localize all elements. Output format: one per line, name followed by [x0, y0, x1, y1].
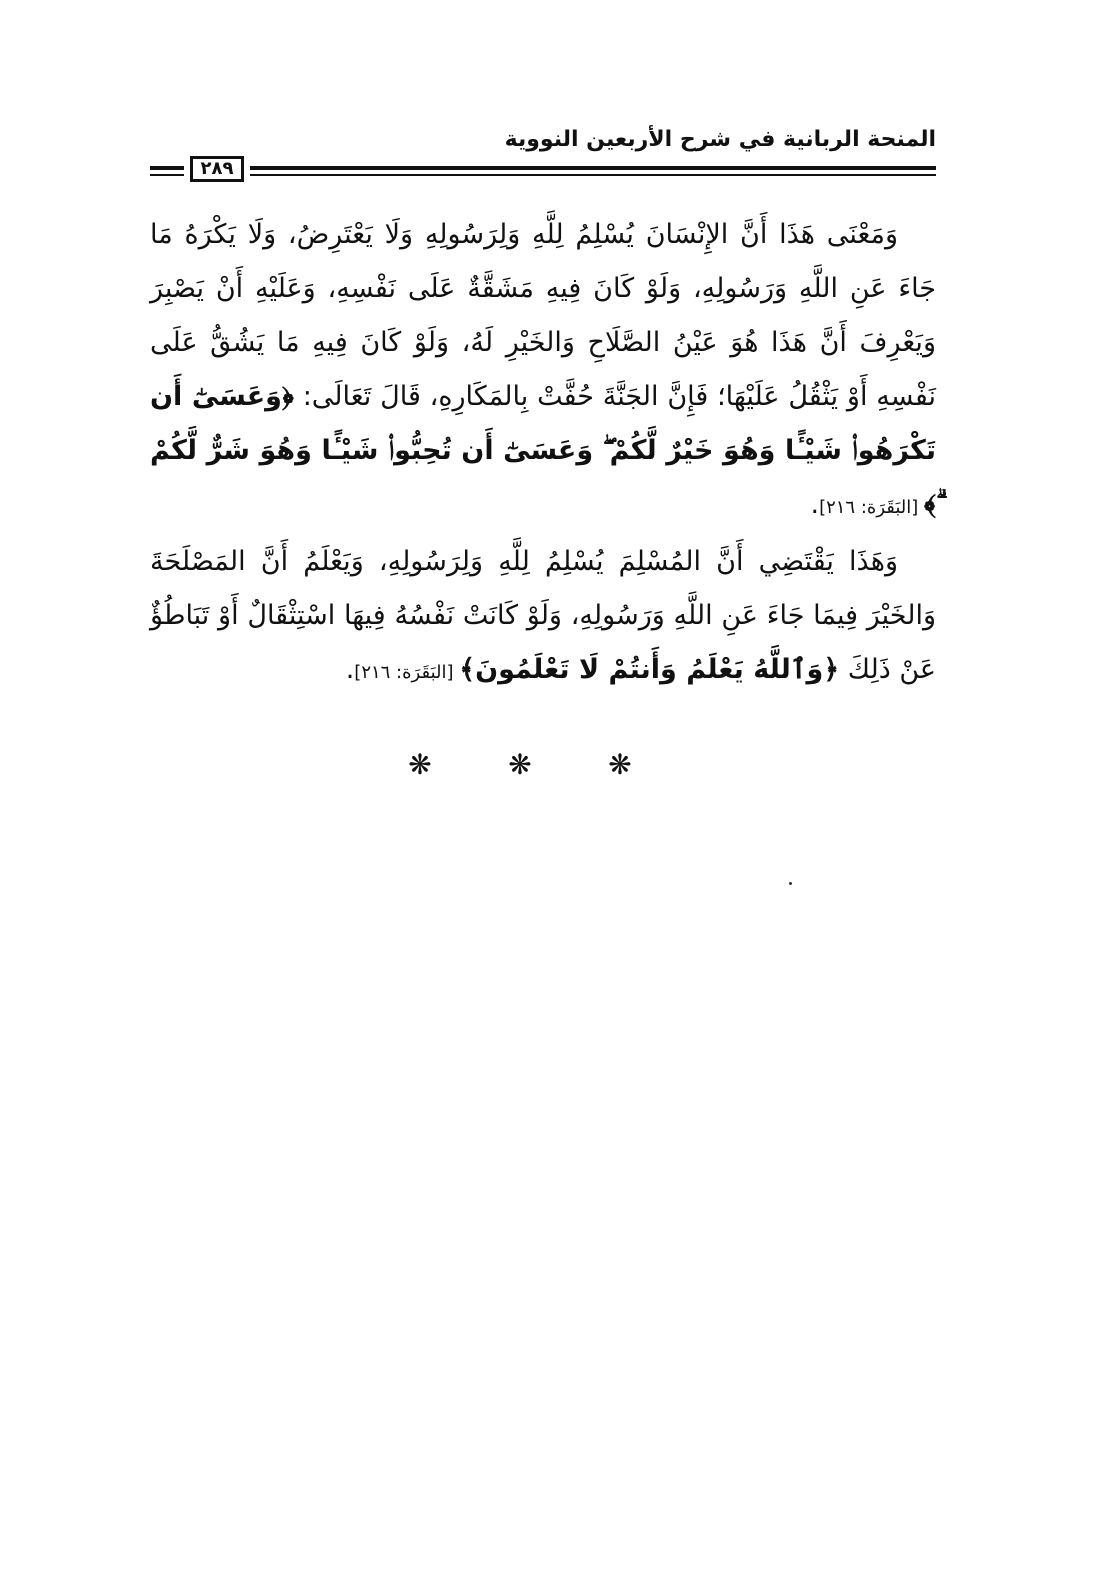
- paragraph-text: .: [810, 489, 820, 520]
- running-header: [150, 126, 936, 154]
- rule-right-thick: [250, 166, 936, 170]
- body-text: [150, 208, 936, 700]
- rule-right-thin: [250, 174, 936, 176]
- scan-speck: [789, 882, 792, 885]
- page-number: ٢٨٩: [190, 156, 244, 182]
- book-title: المنحة الربانية في شرح الأربعين النووية: [504, 127, 936, 152]
- asterism-icon: ❋: [608, 747, 632, 781]
- header-rule: [150, 160, 936, 186]
- section-separator: [400, 744, 640, 784]
- quran-verse: ﴿وَٱللَّهُ يَعْلَمُ وَأَنتُمْ لَا تَعْلَمُونَ﴾: [459, 654, 840, 685]
- asterism-icon: ❋: [408, 747, 432, 781]
- rule-left-thick: [150, 166, 184, 170]
- verse-citation: [البَقَرَة: ٢١٦]: [354, 662, 460, 683]
- paragraph-text: .: [345, 654, 355, 685]
- paragraph-text: وَمَعْنَى هَذَا أَنَّ الإِنْسَانَ يُسْلِمُ لِلَّهِ وَلِرَسُولِهِ وَلَا يَعْتَرِضُ، وَلَا يَكْرَهُ مَا جَاءَ عَنِ اللَّهِ وَرَسُولِهِ، وَلَوْ كَانَ فِيهِ مَشَقَّةٌ عَلَى نَفْسِهِ، وَعَلَيْهِ أَنْ يَصْبِرَ وَيَعْرِفَ أَنَّ هَذَا هُوَ عَيْنُ الصَّلَاحِ وَالخَيْرِ لَهُ، وَلَوْ كَانَ فِيهِ مَا يَشُقُّ عَلَى نَفْسِهِ أَوْ يَثْقُلُ عَلَيْهَا؛ فَإِنَّ الجَنَّةَ حُفَّتْ بِالمَكَارِهِ، قَالَ تَعَالَى:: [150, 219, 936, 412]
- paragraph-1: [150, 208, 936, 535]
- asterism-icon: ❋: [508, 747, 532, 781]
- quran-verse: ﴿وَعَسَىٰٓ أَن تَكْرَهُوا۟ شَيْـًٔا وَهُوَ خَيْرٌ لَّكُمْ ۖ وَعَسَىٰٓ أَن تُحِبُّوا۟ شَيْـًٔا وَهُوَ شَرٌّ لَّكُمْ ۗ﴾: [150, 381, 936, 520]
- paragraph-text: وَهَذَا يَقْتَضِي أَنَّ المُسْلِمَ يُسْلِمُ لِلَّهِ وَلِرَسُولِهِ، وَيَعْلَمُ أَنَّ المَصْلَحَةَ وَالخَيْرَ فِيمَا جَاءَ عَنِ اللَّهِ وَرَسُولِهِ، وَلَوْ كَانَتْ نَفْسُهُ فِيهَا اسْتِثْقَالٌ أَوْ تَبَاطُؤٌ عَنْ ذَلِكَ: [150, 546, 936, 685]
- verse-citation: [البَقَرَة: ٢١٦]: [819, 497, 925, 518]
- rule-left-thin: [150, 174, 184, 176]
- paragraph-2: [150, 535, 936, 700]
